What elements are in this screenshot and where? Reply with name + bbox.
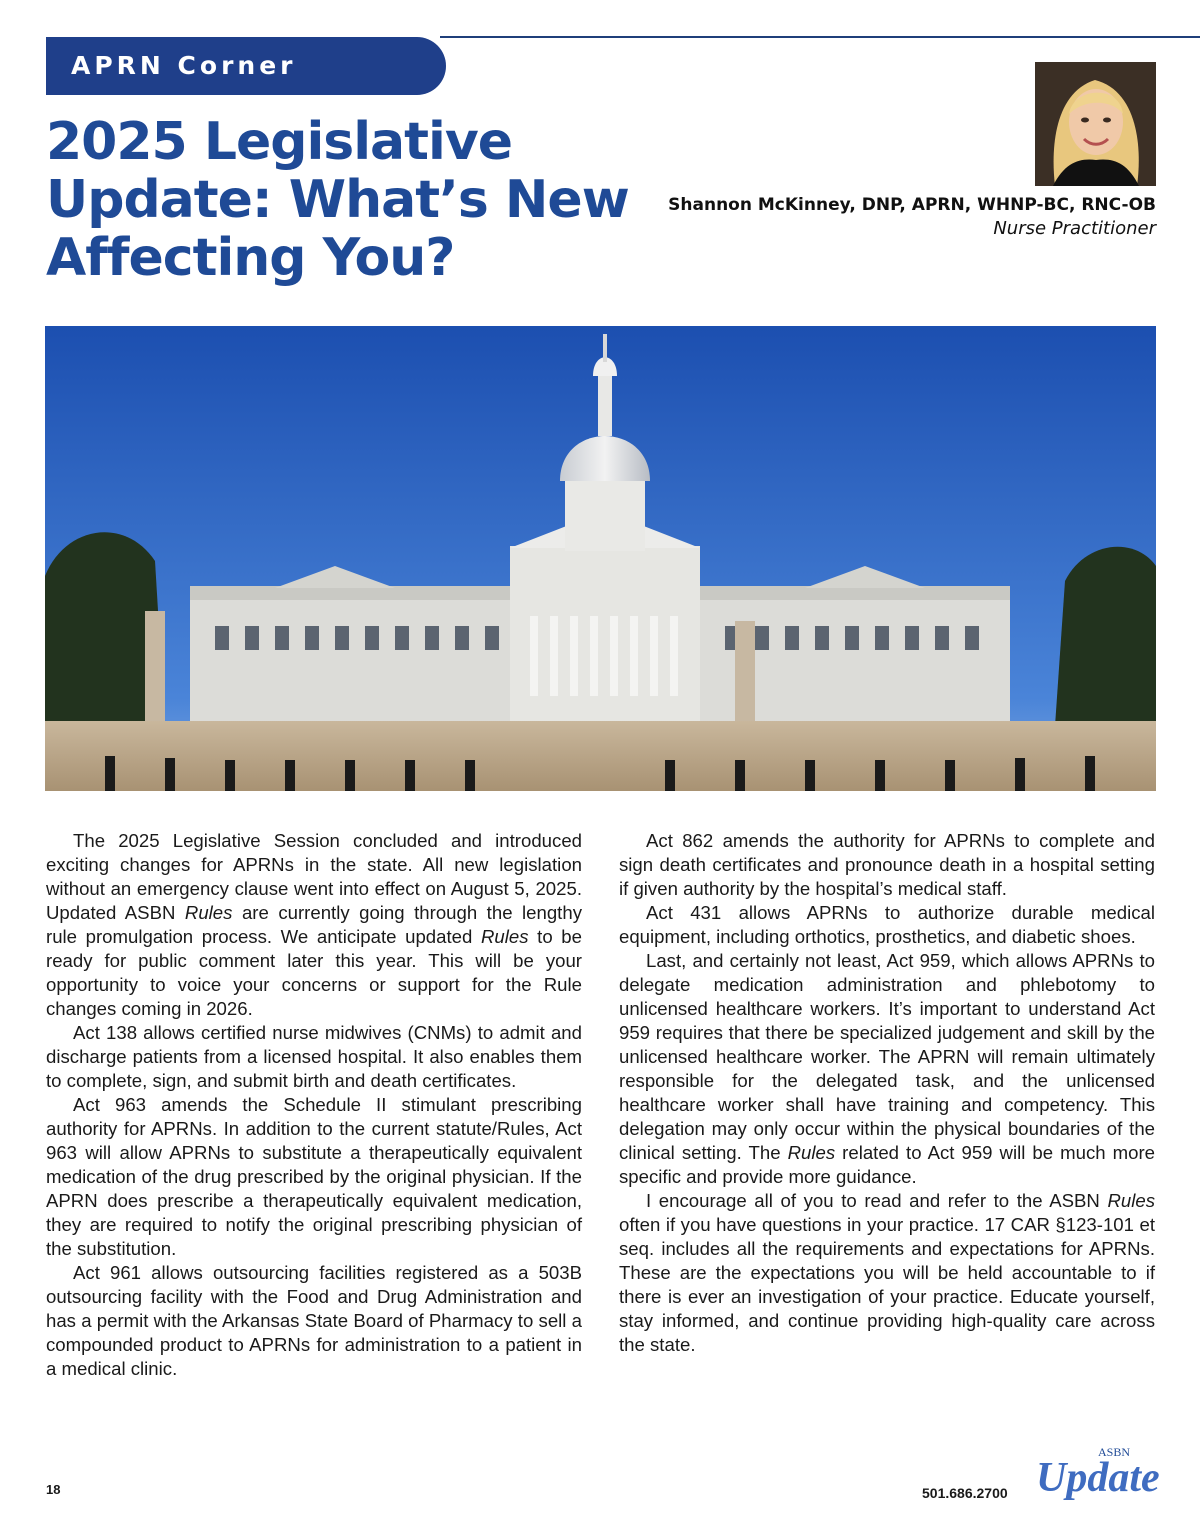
author-photo <box>1035 62 1156 186</box>
section-tab: APRN Corner <box>46 37 446 95</box>
svg-text:ASBN: ASBN <box>1098 1445 1131 1459</box>
paragraph: The 2025 Legislative Session concluded and introduced exciting changes for APRNs in the state. All new legislation without an emergency clause went into effect on August 5, 2025. Updated ASBN Rules are currently going through the lengthy rule promulgation process. We anticipate updated Rules to be ready for public comment later this year. This will be your opportunity to voice your concerns or support for the Rule changes coming in 2026. <box>46 830 582 1019</box>
phone-number: 501.686.2700 <box>922 1485 1008 1501</box>
paragraph: Act 138 allows certified nurse midwives (CNMs) to admit and discharge patients from a licensed hospital. It also enables them to complete, sign, and submit birth and death certificates. <box>46 1022 582 1091</box>
capitol-photo <box>45 326 1156 791</box>
paragraph: Last, and certainly not least, Act 959, which allows APRNs to delegate medication administration and phlebotomy to unlicensed healthcare workers. It’s important to understand Act 959 requires that there be specialized judgement and skill by the unlicensed healthcare worker. The APRN will remain ultimately responsible for the delegated task, and the unlicensed healthcare worker shall have training and competency. This delegation may only occur within the physical boundaries of the clinical setting. The Rules related to Act 959 will be much more specific and provide more guidance. <box>619 950 1155 1187</box>
page-number: 18 <box>46 1482 61 1497</box>
svg-text:Update: Update <box>1036 1455 1160 1501</box>
paragraph: Act 961 allows outsourcing facilities registered as a 503B outsourcing facility with the Food and Drug Administration and has a permit with the Arkansas State Board of Pharmacy to sell a compounded product to APRNs for administration to a patient in a medical clinic. <box>46 1262 582 1379</box>
asbn-update-logo <box>1030 1436 1170 1506</box>
paragraph: Act 862 amends the authority for APRNs to complete and sign death certificates and pronounce death in a hospital setting if given authority by the hospital’s medical staff. <box>619 830 1155 899</box>
paragraph: I encourage all of you to read and refer to the ASBN Rules often if you have questions in your practice. 17 CAR §123-101 et seq. includes all the requirements and expectations for APRNs. These are the expectations you will be held accountable to if there is ever an investigation of your practice. Educate yourself, stay informed, and continue providing high-quality care across the state. <box>619 1190 1155 1355</box>
paragraph: Act 431 allows APRNs to authorize durable medical equipment, including orthotics, prosthetics, and diabetic shoes. <box>619 902 1155 947</box>
author-role: Nurse Practitioner <box>993 218 1156 239</box>
header-rule <box>440 36 1200 38</box>
author-name: Shannon McKinney, DNP, APRN, WHNP-BC, RNC-OB <box>668 195 1156 215</box>
article-column-left <box>46 829 582 1381</box>
article-title: 2025 Legislative Update: What’s New Affecting You? <box>46 112 629 288</box>
paragraph: Act 963 amends the Schedule II stimulant prescribing authority for APRNs. In addition to the current statute/Rules, Act 963 will allow APRNs to substitute a therapeutically equivalent medication of the drug prescribed by the original physician. If the APRN does prescribe a therapeutically equivalent medication, they are required to notify the original prescribing physician of the substitution. <box>46 1094 582 1259</box>
article-column-right <box>619 829 1155 1357</box>
